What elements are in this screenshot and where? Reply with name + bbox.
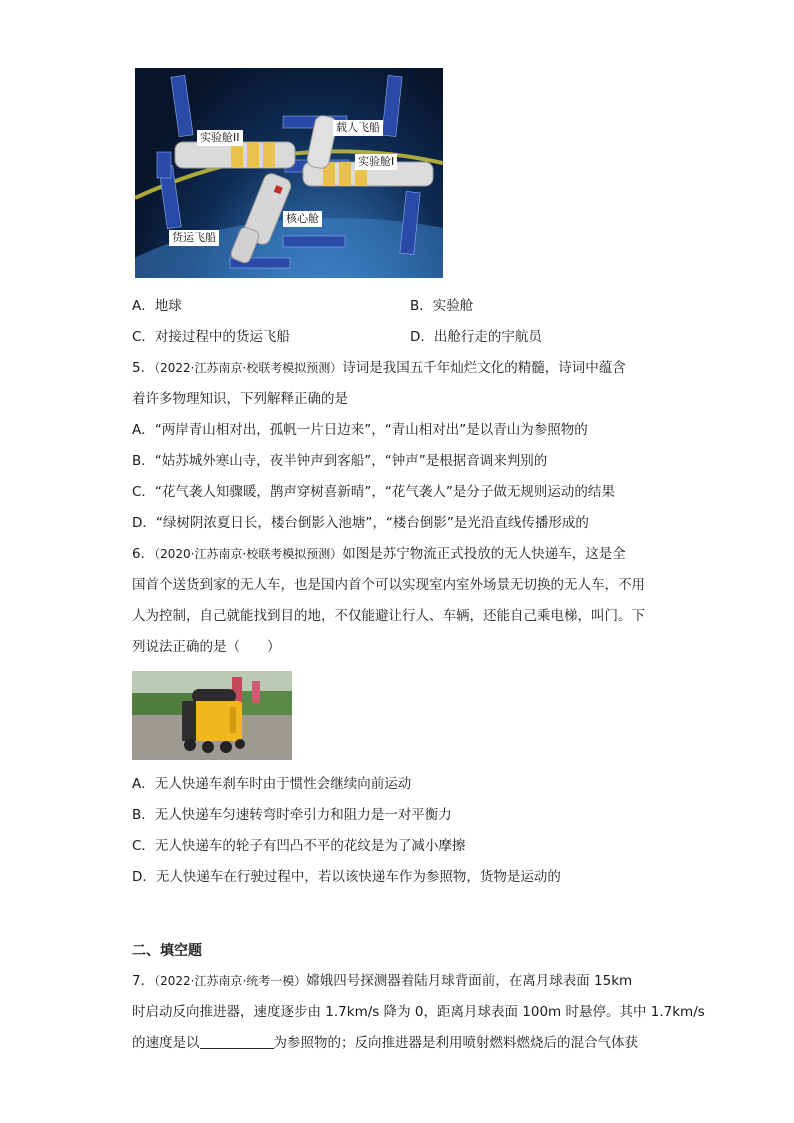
q6-stem-line3: 人为控制，自己就能找到目的地，不仅能避让行人、车辆，还能自己乘电梯，叫门。下 <box>132 608 645 624</box>
q7-stem-text1: 嫦娥四号探测器着陆月球背面前，在离月球表面 15km <box>306 973 633 989</box>
q5-option-d: D．“绿树阴浓夏日长，楼台倒影入池塘”，“楼台倒影”是光沿直线传播形成的 <box>132 515 589 531</box>
q6-number: 6． <box>132 546 155 562</box>
q5-option-b: B．“姑苏城外寒山寺，夜半钟声到客船”，“钟声”是根据音调来判别的 <box>132 453 548 469</box>
q6-stem-line2: 国首个送货到家的无人车，也是国内首个可以实现室内室外场景无切换的无人车，不用 <box>132 577 645 593</box>
space-station-figure <box>135 68 443 278</box>
q6-source: （2020·江苏南京·校联考模拟预测） <box>154 547 343 561</box>
label-core-module: 核心舱 <box>283 211 322 227</box>
q6-stem-text1: 如图是苏宁物流正式投放的无人快递车，这是全 <box>342 546 626 562</box>
label-lab-module-2: 实验舱II <box>197 130 243 146</box>
q7-stem-line1 <box>132 971 632 991</box>
section-title-fill-in: 二、填空题 <box>132 943 202 959</box>
q7-source: （2022·江苏南京·统考一模） <box>154 974 307 988</box>
q6-stem-line4: 列说法正确的是（ ） <box>132 639 281 655</box>
q5-stem-text1: 诗词是我国五千年灿烂文化的精髓，诗词中蕴含 <box>342 360 626 376</box>
q6-option-b: B．无人快递车匀速转弯时牵引力和阻力是一对平衡力 <box>132 807 452 823</box>
label-cargo-spacecraft: 货运飞船 <box>169 230 219 246</box>
space-station-illustration <box>135 68 443 278</box>
q5-option-c: C．“花气袭人知骤暖，鹊声穿树喜新晴”，“花气袭人”是分子做无规则运动的结果 <box>132 484 615 500</box>
q7-stem-text3-pre: 的速度是以 <box>132 1035 200 1051</box>
q7-number: 7． <box>132 973 155 989</box>
q6-option-a: A．无人快递车刹车时由于惯性会继续向前运动 <box>132 776 412 792</box>
q5-number: 5． <box>132 360 155 376</box>
delivery-robot-illustration <box>132 671 292 760</box>
q4-option-a: A．地球 <box>132 298 182 314</box>
q4-option-b: B．实验舱 <box>410 298 474 314</box>
q5-option-a: A．“两岸青山相对出，孤帆一片日边来”，“青山相对出”是以青山为参照物的 <box>132 422 588 438</box>
q4-option-d: D．出舱行走的宇航员 <box>410 329 542 345</box>
q5-stem-line1 <box>132 358 626 378</box>
q7-stem-text3-post: 为参照物的；反向推进器是利用喷射燃料燃烧后的混合气体获 <box>273 1035 638 1051</box>
label-lab-module-1: 实验舱I <box>355 154 397 170</box>
q7-stem-line3 <box>132 1033 638 1053</box>
q4-option-c: C．对接过程中的货运飞船 <box>132 329 290 345</box>
label-manned-spacecraft: 载人飞船 <box>333 120 383 136</box>
q6-option-d: D．无人快递车在行驶过程中，若以该快递车作为参照物，货物是运动的 <box>132 869 561 885</box>
q7-stem-line2: 时启动反向推进器，速度逐步由 1.7km/s 降为 0，距离月球表面 100m 时悬停。其中 1.7km/s <box>132 1004 705 1020</box>
q5-stem-line2: 着许多物理知识，下列解释正确的是 <box>132 391 348 407</box>
q6-stem-line1 <box>132 544 626 564</box>
q6-option-c: C．无人快递车的轮子有凹凸不平的花纹是为了减小摩擦 <box>132 838 466 854</box>
q7-answer-blank[interactable] <box>200 1034 274 1049</box>
q5-source: （2022·江苏南京·校联考模拟预测） <box>154 361 343 375</box>
delivery-robot-photo <box>132 671 292 760</box>
